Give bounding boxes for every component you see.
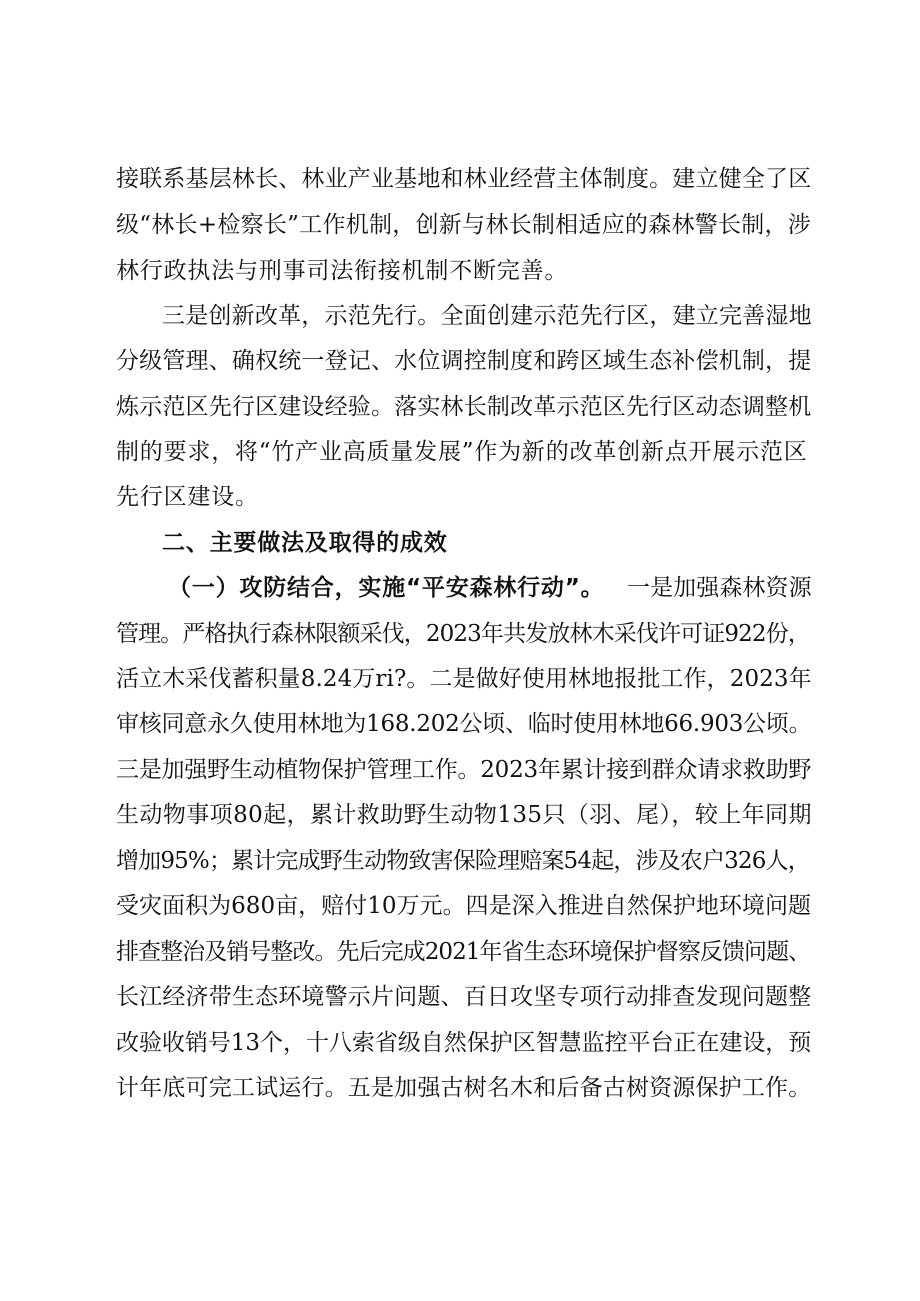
paragraph-2-line-4: 制的要求，将“竹产业高质量发展”作为新的改革创新点开展示范区	[116, 439, 808, 465]
paragraph-3-line-9: 排查整治及销号整改。先后完成2021年省生态环境保护督察反馈问题、	[116, 939, 811, 965]
subsection-heading: （一）攻防结合，实施“平安森林行动”。	[168, 575, 605, 601]
paragraph-3-line-12: 计年底可完工试运行。五是加强古树名木和后备古树资源保护工作。	[116, 1075, 812, 1101]
paragraph-3-line-1: 一是加强森林资源	[627, 575, 812, 601]
paragraph-2-line-3: 炼示范区先行区建设经验。落实林长制改革示范区先行区动态调整机	[116, 394, 812, 420]
paragraph-2-line-5: 先行区建设。	[116, 484, 259, 510]
paragraph-3-line-6: 生动物事项80起，累计救助野生动物135只（羽、尾），较上年同期	[116, 802, 812, 828]
paragraph-2-line-1: 三是创新改革，示范先行。全面创建示范先行区，建立完善湿地	[162, 303, 812, 329]
paragraph-3-line-5: 三是加强野生动植物保护管理工作。2023年累计接到群众请求救助野	[116, 757, 812, 783]
paragraph-3-line-4: 审核同意永久使用林地为168.202公顷、临时使用林地66.903公顷。	[116, 711, 812, 737]
paragraph-3-line-2: 管理。严格执行森林限额采伐，2023年共发放林木采伐许可证922份，	[116, 621, 810, 647]
paragraph-3-line-11: 改验收销号13个，十八索省级自然保护区智慧监控平台正在建设，预	[116, 1030, 812, 1056]
paragraph-3-line-3: 活立木采伐蓄积量8.24万ri?。二是做好使用林地报批工作，2023年	[116, 666, 812, 692]
paragraph-3-line-10: 长江经济带生态环境警示片问题、百日攻坚专项行动排查发现问题整	[116, 984, 812, 1010]
paragraph-2-line-2: 分级管理、确权统一登记、水位调控制度和跨区域生态补偿机制，提	[116, 348, 812, 374]
paragraph-3-line-8: 受灾面积为680亩，赔付10万元。四是深入推进自然保护地环境问题	[116, 893, 811, 919]
paragraph-3-line-7: 增加95%；累计完成野生动物致害保险理赔案54起，涉及农户326人，	[116, 848, 810, 874]
paragraph-1-line-1: 接联系基层林长、林业产业基地和林业经营主体制度。建立健全了区	[116, 166, 812, 192]
paragraph-1-line-2: 级“林长+检察长”工作机制，创新与林长制相适应的森林警长制，涉	[116, 212, 812, 238]
section-heading: 二、主要做法及取得的成效	[162, 530, 448, 556]
paragraph-1-line-3: 林行政执法与刑事司法衔接机制不断完善。	[116, 258, 569, 284]
